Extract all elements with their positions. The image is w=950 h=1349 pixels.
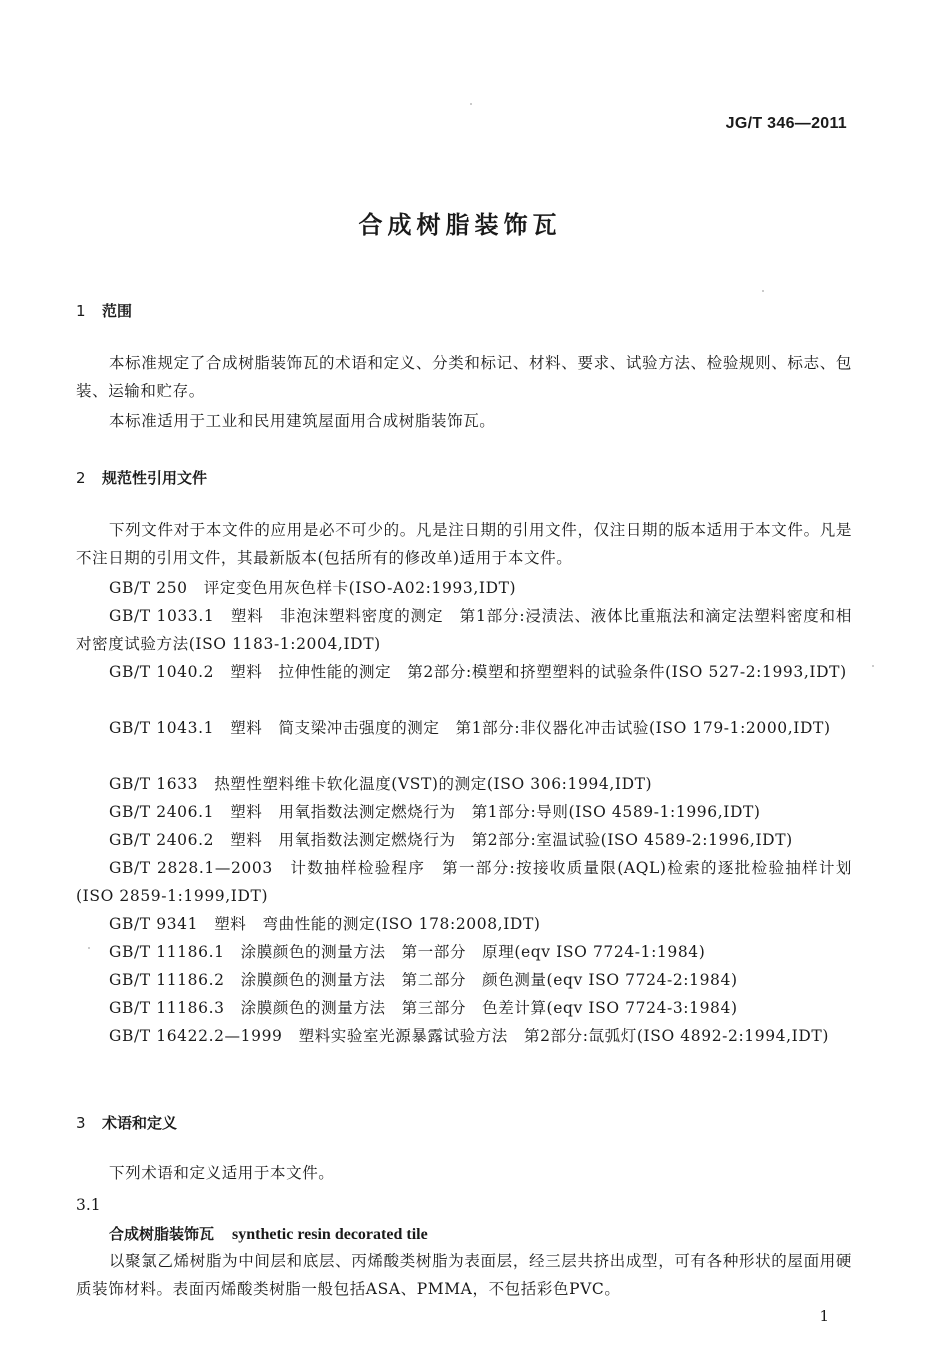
section-title: 范围: [102, 302, 133, 320]
term-entry: [109, 1223, 428, 1244]
standard-code: JG/T 346—2011: [725, 115, 847, 132]
term-chinese: 合成树脂装饰瓦: [109, 1225, 215, 1243]
reference-item: GB/T 1633 热塑性塑料维卡软化温度(VST)的测定(ISO 306:1994,IDT): [109, 775, 653, 793]
section-2-heading: [76, 467, 207, 488]
section-number: 1: [76, 302, 86, 320]
reference-item: GB/T 1040.2 塑料 拉伸性能的测定 第2部分:模塑和挤塑塑料的试验条件(ISO 527-2:1993,IDT): [109, 663, 847, 681]
reference-item: GB/T 2828.1—2003 计数抽样检验程序 第一部分:按接收质量限(AQL)检索的逐批检验抽样计划(ISO 2859-1:1999,IDT): [76, 859, 852, 905]
reference-item: GB/T 11186.1 涂膜颜色的测量方法 第一部分 原理(eqv ISO 7724-1:1984): [109, 943, 706, 961]
scan-speck: [872, 665, 874, 667]
reference-item: GB/T 1043.1 塑料 简支梁冲击强度的测定 第1部分:非仪器化冲击试验(ISO 179-1:2000,IDT): [109, 719, 831, 737]
section-title: 术语和定义: [102, 1114, 178, 1132]
reference-item: GB/T 2406.2 塑料 用氧指数法测定燃烧行为 第2部分:室温试验(ISO 4589-2:1996,IDT): [109, 831, 793, 849]
section-3-heading: [76, 1112, 177, 1133]
reference-item: GB/T 16422.2—1999 塑料实验室光源暴露试验方法 第2部分:氙弧灯(ISO 4892-2:1994,IDT): [109, 1027, 829, 1045]
scan-speck: [762, 290, 764, 292]
section-number: 2: [76, 469, 86, 487]
section-title: 规范性引用文件: [102, 469, 208, 487]
clause-number: 3.1: [76, 1196, 101, 1214]
section-number: 3: [76, 1114, 86, 1132]
reference-item: GB/T 9341 塑料 弯曲性能的测定(ISO 178:2008,IDT): [109, 915, 541, 933]
reference-item: GB/T 11186.3 涂膜颜色的测量方法 第三部分 色差计算(eqv ISO 7724-3:1984): [109, 999, 738, 1017]
section-3-intro: 下列术语和定义适用于本文件。: [109, 1164, 335, 1182]
term-english: synthetic resin decorated tile: [232, 1226, 428, 1243]
reference-item: GB/T 2406.1 塑料 用氧指数法测定燃烧行为 第1部分:导则(ISO 4589-1:1996,IDT): [109, 803, 761, 821]
page-number: 1: [819, 1307, 829, 1325]
section-2-intro: 下列文件对于本文件的应用是必不可少的。凡是注日期的引用文件，仅注日期的版本适用于本文件。凡是不注日期的引用文件，其最新版本(包括所有的修改单)适用于本文件。: [76, 521, 852, 567]
section-1-heading: [76, 300, 132, 321]
reference-item: GB/T 11186.2 涂膜颜色的测量方法 第二部分 颜色测量(eqv ISO 7724-2:1984): [109, 971, 738, 989]
reference-item: GB/T 1033.1 塑料 非泡沫塑料密度的测定 第1部分:浸渍法、液体比重瓶法和滴定法塑料密度和相对密度试验方法(ISO 1183-1:2004,IDT): [76, 607, 852, 653]
document-title: 合成树脂装饰瓦: [358, 211, 562, 239]
scan-speck: [470, 103, 472, 105]
section-1-paragraph: 本标准适用于工业和民用建筑屋面用合成树脂装饰瓦。: [109, 412, 496, 430]
term-definition: 以聚氯乙烯树脂为中间层和底层、丙烯酸类树脂为表面层，经三层共挤出成型，可有各种形状的屋面用硬质装饰材料。表面丙烯酸类树脂一般包括ASA、PMMA，不包括彩色PVC。: [76, 1252, 852, 1298]
section-1-paragraph: 本标准规定了合成树脂装饰瓦的术语和定义、分类和标记、材料、要求、试验方法、检验规则、标志、包装、运输和贮存。: [76, 354, 852, 400]
reference-item: GB/T 250 评定变色用灰色样卡(ISO-A02:1993,IDT): [109, 579, 517, 597]
